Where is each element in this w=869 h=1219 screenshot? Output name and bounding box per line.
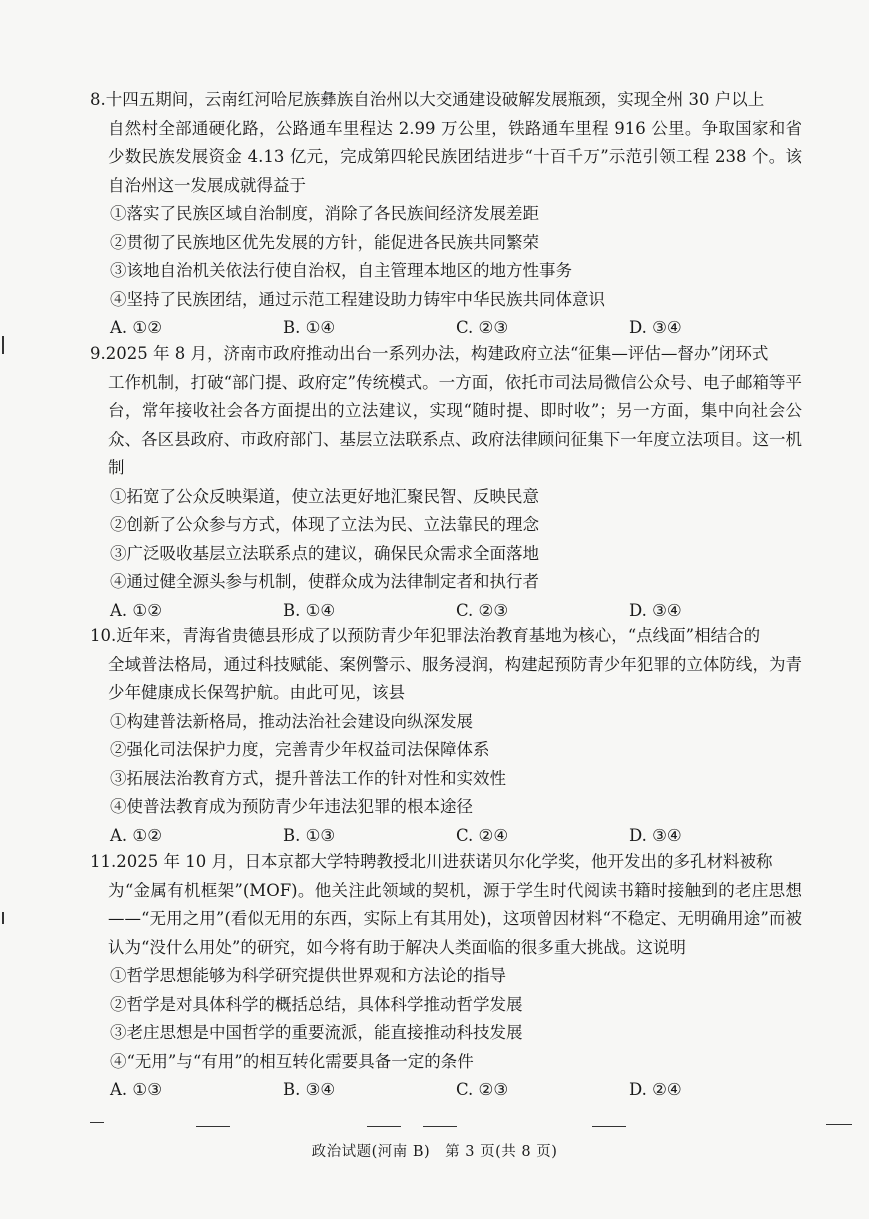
stem-continuation: 全域普法格局，通过科技赋能、案例警示、服务浸润，构建起预防青少年犯罪的立体防线，为青少年健康成长保驾护航。由此可见，该县 [108, 654, 802, 702]
stem-continuation: 自然村全部通硬化路，公路通车里程达 2.99 万公里，铁路通车里程 916 公里。争取国家和省少数民族发展资金 4.13 亿元，完成第四轮民族团结进步“十百千万”示范引领工程 238 个。该自治州这一发展成就得益于 [108, 118, 802, 195]
question-stem [90, 622, 802, 708]
stem-line: 2025 年 8 月，济南市政府推动出台一系列办法，构建政府立法“征集—评估—督办”闭环式 [105, 344, 769, 363]
answer-choices [90, 822, 802, 851]
answer-choices [90, 597, 802, 626]
question-10 [90, 622, 802, 850]
choice-d[interactable]: D. ③④ [629, 600, 682, 620]
scan-rule-2 [367, 1126, 401, 1127]
choice-a[interactable]: A. ①② [110, 825, 162, 845]
choice-a[interactable]: A. ①② [110, 600, 162, 620]
stem-continuation: 为“金属有机框架”(MOF)。他关注此领域的契机，源于学生时代阅读书籍时接触到的老庄思想——“无用之用”(看似无用的东西，实际上有其用处)，这项曾因材料“不稳定、无明确用途”而被认为“没什么用处”的研究，如今将有助于解决人类面临的很多重大挑战。这说明 [108, 880, 802, 957]
scan-edge-mark [2, 336, 4, 354]
stem-line: 近年来，青海省贵德县形成了以预防青少年犯罪法治教育基地为核心，“点线面”相结合的 [116, 626, 761, 645]
answer-choices [90, 314, 802, 343]
question-stem [90, 340, 802, 483]
choice-a[interactable]: A. ①② [110, 318, 162, 337]
question-9 [90, 340, 802, 625]
question-11 [90, 848, 802, 1105]
question-number: 10. [90, 626, 117, 645]
scan-rule-1 [196, 1126, 230, 1127]
choice-c[interactable]: C. ②③ [456, 318, 509, 337]
statement-4: ④通过健全源头参与机制，使群众成为法律制定者和执行者 [110, 572, 539, 591]
statement-1: ①拓宽了公众反映渠道，使立法更好地汇聚民智、反映民意 [110, 486, 539, 506]
statement-2: ②强化司法保护力度，完善青少年权益司法保障体系 [110, 740, 490, 759]
scan-rule-right [826, 1124, 852, 1125]
choice-b[interactable]: B. ①③ [283, 825, 336, 845]
statement-1: ①构建普法新格局，推动法治社会建设向纵深发展 [110, 711, 473, 731]
question-stem [90, 86, 802, 200]
question-number: 8. [90, 90, 106, 109]
stem-continuation: 工作机制，打破“部门提、政府定”传统模式。一方面，依托市司法局微信公众号、电子邮箱等平台，常年接收社会各方面提出的立法建议，实现“随时提、即时收”；另一方面，集中向社会公众、各区县政府、市政府部门、基层立法联系点、政府法律顾问征集下一年度立法项目。这一机制 [108, 372, 802, 477]
question-stem [90, 848, 802, 962]
scan-rule-3 [423, 1126, 457, 1127]
scan-edge-mark [2, 912, 4, 924]
choice-c[interactable]: C. ②④ [456, 825, 509, 845]
statement-4: ④坚持了民族团结，通过示范工程建设助力铸牢中华民族共同体意识 [110, 289, 605, 309]
statement-3: ③老庄思想是中国哲学的重要流派，能直接推动科技发展 [110, 1023, 523, 1042]
statement-4: ④“无用”与“有用”的相互转化需要具备一定的条件 [110, 1051, 474, 1071]
page-footer: 政治试题(河南 B) 第 3 页(共 8 页) [311, 1144, 558, 1160]
statement-4: ④使普法教育成为预防青少年违法犯罪的根本途径 [110, 797, 473, 816]
question-number: 9. [90, 344, 106, 363]
choice-d[interactable]: D. ③④ [629, 825, 682, 845]
statement-1: ①哲学思想能够为科学研究提供世界观和方法论的指导 [110, 966, 506, 985]
choice-b[interactable]: B. ①④ [283, 318, 336, 337]
scan-rule-4 [592, 1126, 626, 1127]
statement-2: ②贯彻了民族地区优先发展的方针，能促进各民族共同繁荣 [110, 232, 539, 252]
statement-3: ③广泛吸收基层立法联系点的建议，确保民众需求全面落地 [110, 543, 539, 563]
statement-3: ③拓展法治教育方式，提升普法工作的针对性和实效性 [110, 768, 506, 788]
choice-d[interactable]: D. ③④ [629, 318, 682, 337]
choice-c[interactable]: C. ②③ [456, 1080, 509, 1099]
stem-line: 2025 年 10 月，日本京都大学特聘教授北川进获诺贝尔化学奖，他开发出的多孔材料被称 [116, 852, 773, 871]
stem-line: 十四五期间，云南红河哈尼族彝族自治州以大交通建设破解发展瓶颈，实现全州 30 户以上 [105, 90, 765, 109]
question-8 [90, 86, 802, 343]
choice-b[interactable]: B. ①④ [283, 600, 336, 620]
question-number: 11. [90, 852, 117, 871]
choice-c[interactable]: C. ②③ [456, 600, 509, 620]
statement-2: ②创新了公众参与方式，体现了立法为民、立法靠民的理念 [110, 515, 539, 534]
choice-a[interactable]: A. ①③ [110, 1080, 162, 1099]
choice-b[interactable]: B. ③④ [283, 1080, 336, 1099]
answer-choices [90, 1076, 802, 1105]
statement-3: ③该地自治机关依法行使自治权，自主管理本地区的地方性事务 [110, 261, 572, 280]
choice-d[interactable]: D. ②④ [629, 1080, 682, 1099]
statement-1: ①落实了民族区域自治制度，消除了各民族间经济发展差距 [110, 204, 539, 223]
scan-rule-left [90, 1122, 104, 1123]
statement-2: ②哲学是对具体科学的概括总结，具体科学推动哲学发展 [110, 994, 523, 1014]
